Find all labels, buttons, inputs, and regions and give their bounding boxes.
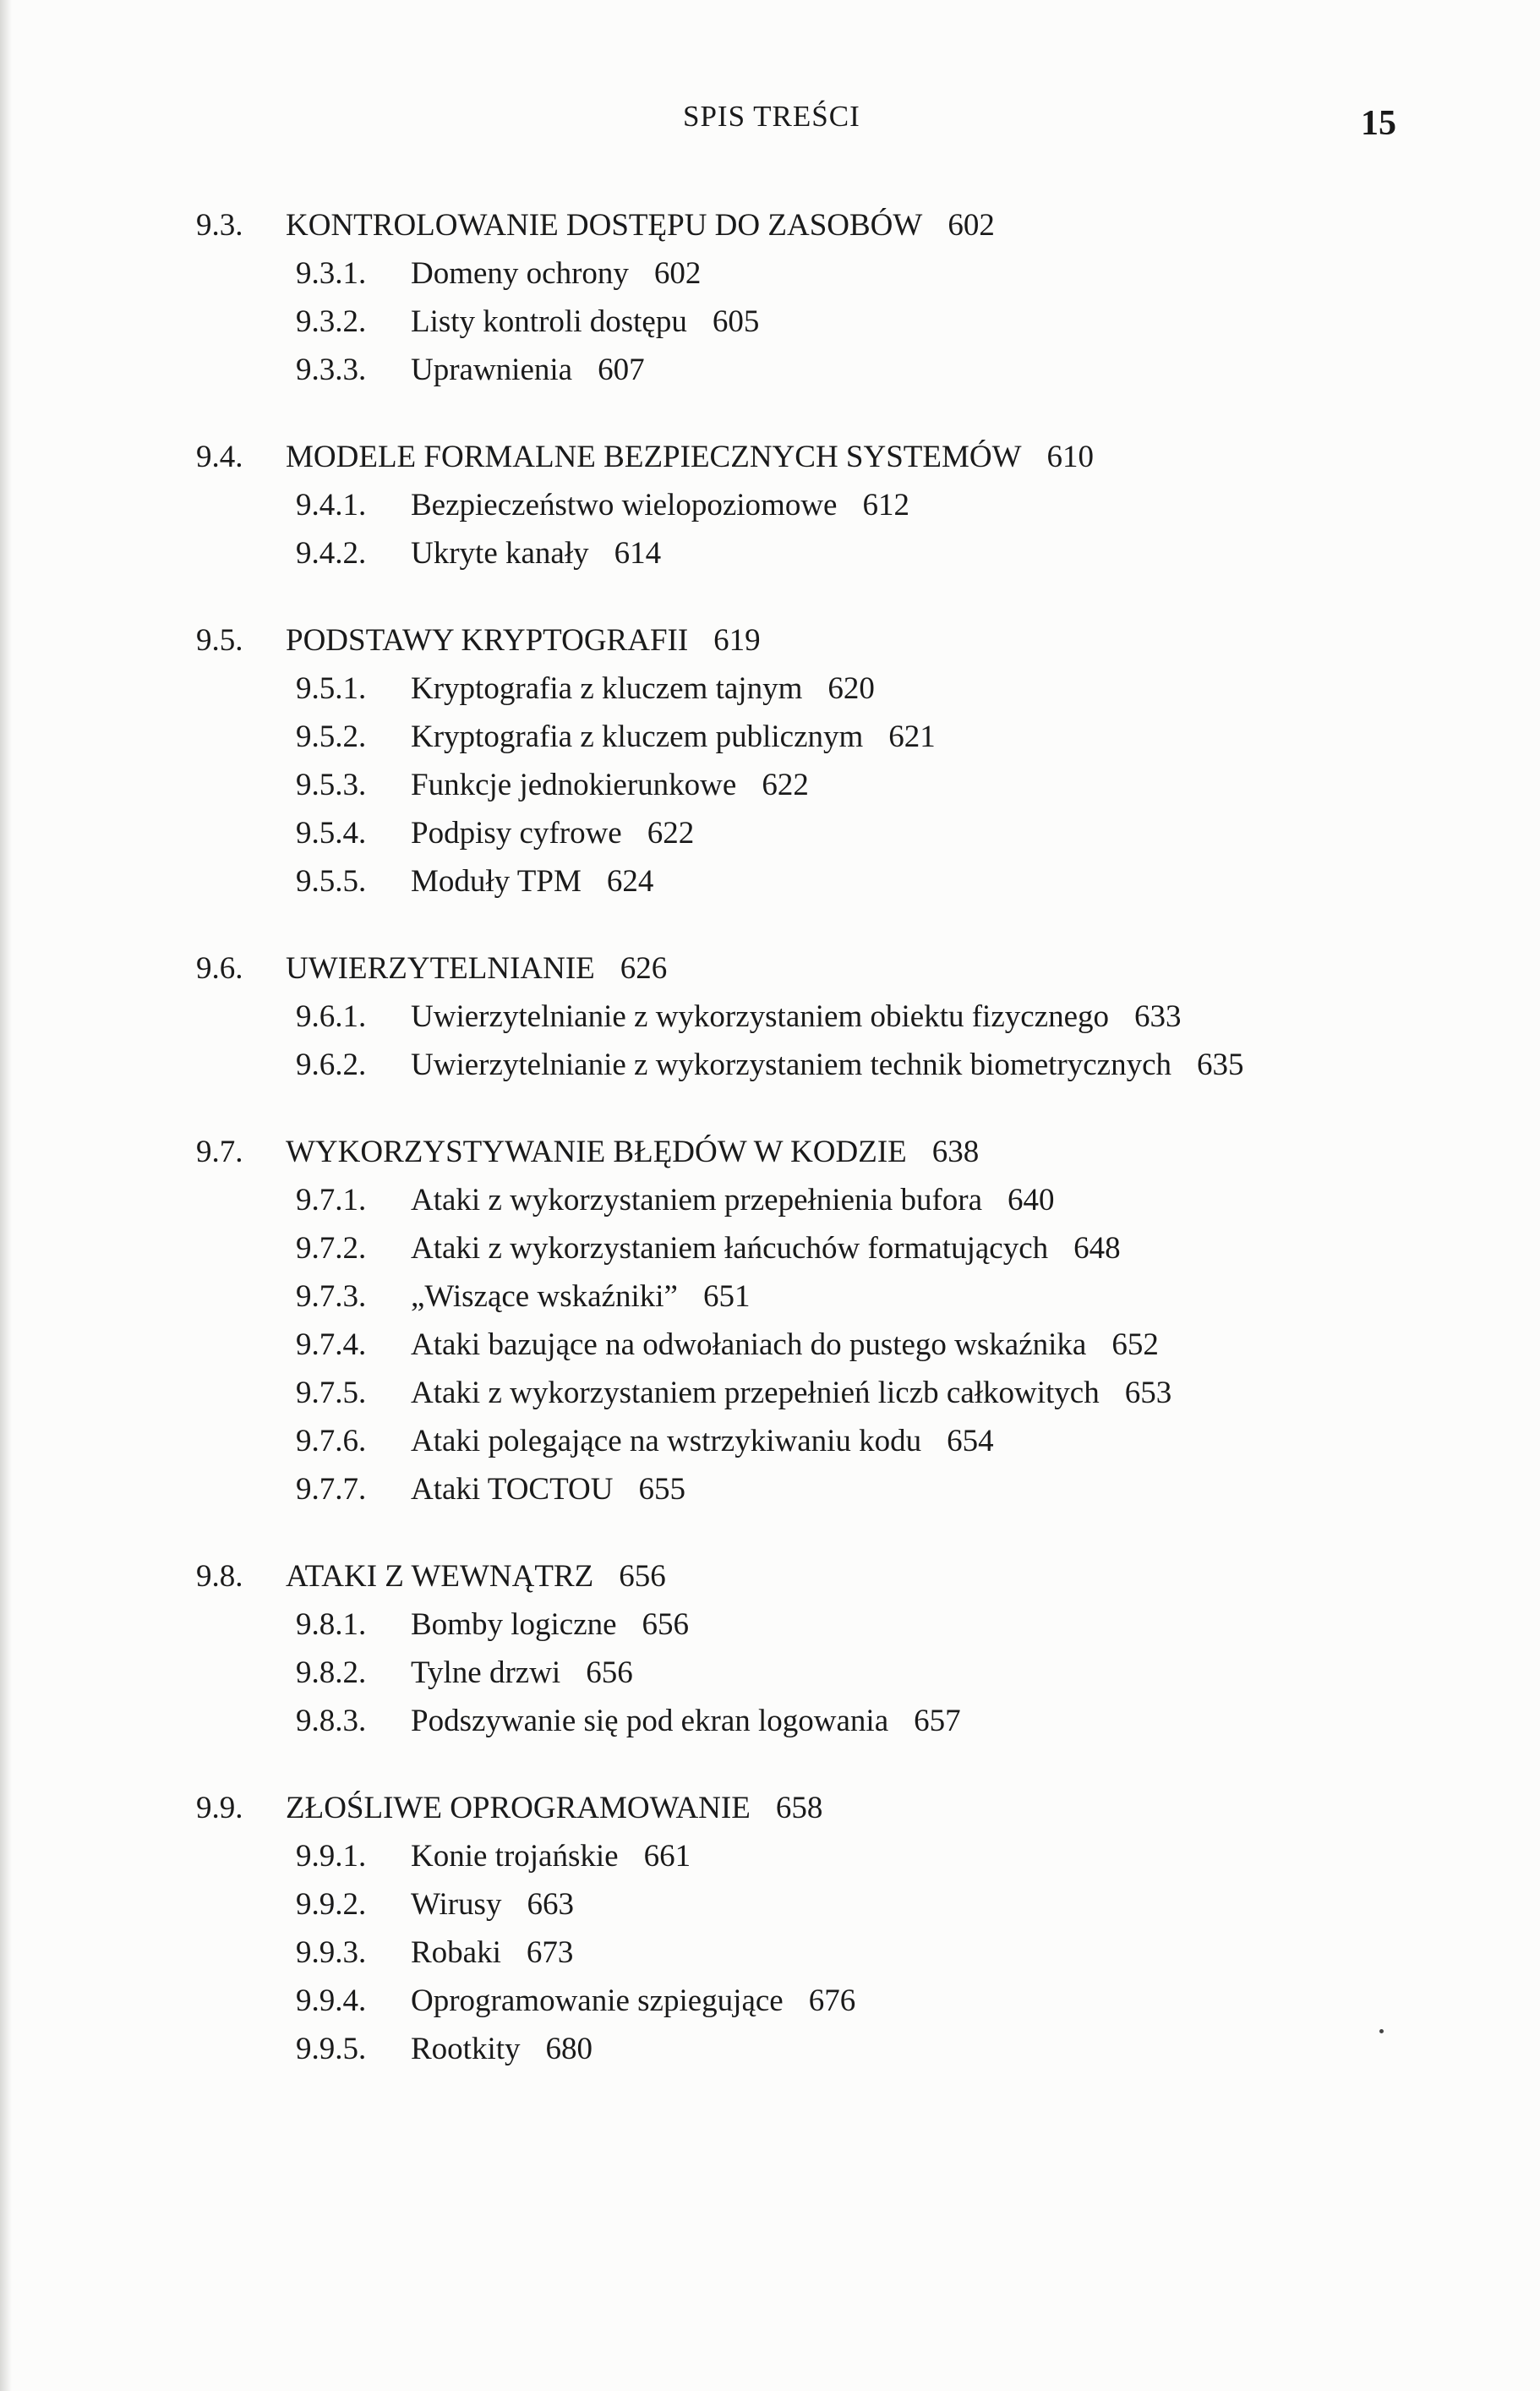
toc-section: [0, 944, 1540, 1089]
section-heading: [286, 433, 1094, 481]
subsection-heading: [411, 529, 661, 577]
section-number: 9.9.: [196, 1791, 243, 1825]
subsection-title: Moduły TPM: [411, 864, 582, 899]
subsection-number: 9.3.3.: [296, 353, 367, 387]
subsection-number: 9.5.3.: [296, 768, 367, 802]
subsection-number: 9.7.7.: [296, 1472, 367, 1507]
subsection-page-number: 620: [827, 671, 875, 706]
subsection-page-number: 656: [642, 1607, 690, 1642]
toc-subsection-entry: [0, 1880, 1540, 1929]
subsection-page-number: 624: [606, 864, 654, 899]
subsection-heading: [411, 1321, 1159, 1369]
toc-subsection-entry: [0, 1832, 1540, 1880]
toc-section: [0, 1784, 1540, 2073]
subsection-title: Rootkity: [411, 2032, 521, 2066]
section-heading: [286, 1552, 666, 1600]
subsection-heading: [411, 809, 694, 857]
subsection-heading: [411, 1417, 994, 1465]
subsection-page-number: 656: [586, 1655, 633, 1690]
section-title: MODELE FORMALNE BEZPIECZNYCH SYSTEMÓW: [286, 440, 1022, 474]
toc-section: [0, 616, 1540, 906]
toc-subsection-entry: [0, 346, 1540, 394]
section-page-number: 626: [620, 951, 668, 986]
toc-subsection-entry: [0, 249, 1540, 298]
subsection-heading: [411, 249, 701, 298]
section-title: ATAKI Z WEWNĄTRZ: [286, 1559, 594, 1594]
toc-subsection-entry: [0, 993, 1540, 1041]
subsection-page-number: 663: [527, 1887, 574, 1922]
subsection-page-number: 652: [1111, 1327, 1159, 1362]
section-title: UWIERZYTELNIANIE: [286, 951, 595, 986]
subsection-page-number: 622: [647, 816, 695, 851]
subsection-number: 9.9.3.: [296, 1935, 367, 1970]
subsection-number: 9.9.1.: [296, 1839, 367, 1874]
subsection-heading: [411, 1041, 1244, 1089]
subsection-heading: [411, 1649, 633, 1697]
subsection-heading: [411, 713, 936, 761]
toc-subsection-entry: [0, 481, 1540, 529]
subsection-page-number: 612: [862, 488, 909, 523]
subsection-number: 9.6.1.: [296, 999, 367, 1034]
toc-subsection-entry: [0, 1417, 1540, 1465]
subsection-heading: [411, 993, 1182, 1041]
subsection-title: Podpisy cyfrowe: [411, 816, 622, 851]
section-page-number: 658: [775, 1791, 823, 1825]
toc-subsection-entry: [0, 1697, 1540, 1745]
subsection-number: 9.7.3.: [296, 1279, 367, 1314]
toc-subsection-entry: [0, 1600, 1540, 1649]
subsection-title: Ataki polegające na wstrzykiwaniu kodu: [411, 1424, 922, 1458]
toc-subsection-entry: [0, 1465, 1540, 1513]
page-number: 15: [1361, 104, 1396, 143]
toc-section-entry: [0, 433, 1540, 481]
subsection-heading: [411, 481, 909, 529]
section-title: ZŁOŚLIWE OPROGRAMOWANIE: [286, 1791, 751, 1825]
subsection-title: Bomby logiczne: [411, 1607, 617, 1642]
section-heading: [286, 616, 761, 665]
section-number: 9.7.: [196, 1135, 243, 1169]
toc-subsection-entry: [0, 2025, 1540, 2073]
subsection-number: 9.5.5.: [296, 864, 367, 899]
subsection-title: Uwierzytelnianie z wykorzystaniem obiektu fizycznego: [411, 999, 1110, 1034]
subsection-heading: [411, 2025, 593, 2073]
toc-section-entry: [0, 1784, 1540, 1832]
section-heading: [286, 1128, 979, 1176]
subsection-number: 9.3.2.: [296, 304, 367, 339]
subsection-title: Tylne drzwi: [411, 1655, 561, 1690]
section-title: WYKORZYSTYWANIE BŁĘDÓW W KODZIE: [286, 1135, 907, 1169]
subsection-number: 9.6.2.: [296, 1048, 367, 1082]
subsection-number: 9.8.2.: [296, 1655, 367, 1690]
subsection-title: Uwierzytelnianie z wykorzystaniem technik biometrycznych: [411, 1048, 1171, 1082]
subsection-page-number: 654: [947, 1424, 994, 1458]
toc-section: [0, 1128, 1540, 1513]
subsection-page-number: 680: [545, 2032, 593, 2066]
section-heading: [286, 201, 995, 249]
toc-subsection-entry: [0, 1321, 1540, 1369]
toc-subsection-entry: [0, 761, 1540, 809]
subsection-number: 9.7.1.: [296, 1183, 367, 1217]
subsection-page-number: 673: [526, 1935, 574, 1970]
section-heading: [286, 944, 667, 993]
running-head: [0, 100, 1540, 150]
subsection-number: 9.8.1.: [296, 1607, 367, 1642]
subsection-page-number: 648: [1073, 1231, 1121, 1266]
subsection-number: 9.9.5.: [296, 2032, 367, 2066]
subsection-heading: [411, 1224, 1121, 1272]
toc-section: [0, 201, 1540, 394]
subsection-title: Ukryte kanały: [411, 536, 589, 571]
subsection-heading: [411, 1880, 574, 1929]
section-number: 9.8.: [196, 1559, 243, 1594]
toc-section: [0, 1552, 1540, 1745]
subsection-page-number: 676: [808, 1983, 856, 2018]
subsection-heading: [411, 761, 809, 809]
toc-subsection-entry: [0, 1929, 1540, 1977]
subsection-number: 9.3.1.: [296, 256, 367, 291]
subsection-page-number: 653: [1124, 1376, 1172, 1410]
toc-subsection-entry: [0, 1649, 1540, 1697]
subsection-page-number: 607: [598, 353, 645, 387]
toc-subsection-entry: [0, 713, 1540, 761]
subsection-number: 9.7.2.: [296, 1231, 367, 1266]
subsection-title: Konie trojańskie: [411, 1839, 619, 1874]
section-number: 9.4.: [196, 440, 243, 474]
subsection-number: 9.5.4.: [296, 816, 367, 851]
subsection-page-number: 602: [653, 256, 702, 291]
subsection-number: 9.7.6.: [296, 1424, 367, 1458]
toc-subsection-entry: [0, 1224, 1540, 1272]
subsection-title: Ataki bazujące na odwołaniach do pustego wskaźnika: [411, 1327, 1087, 1362]
subsection-heading: [411, 1977, 855, 2025]
toc-subsection-entry: [0, 529, 1540, 577]
subsection-heading: [411, 1697, 961, 1745]
toc-section-entry: [0, 1128, 1540, 1176]
subsection-page-number: 605: [712, 304, 760, 339]
subsection-title: Oprogramowanie szpiegujące: [411, 1983, 784, 2018]
toc-subsection-entry: [0, 857, 1540, 906]
subsection-heading: [411, 1176, 1055, 1224]
subsection-number: 9.4.1.: [296, 488, 367, 523]
subsection-page-number: 635: [1197, 1048, 1244, 1082]
section-number: 9.3.: [196, 208, 243, 243]
subsection-number: 9.5.2.: [296, 719, 367, 754]
subsection-title: Wirusy: [411, 1887, 502, 1922]
scan-speck: [1379, 2029, 1384, 2033]
toc-section-entry: [0, 616, 1540, 665]
subsection-title: Funkcje jednokierunkowe: [411, 768, 737, 802]
subsection-title: Ataki z wykorzystaniem przepełnień liczb całkowitych: [411, 1376, 1100, 1410]
toc-subsection-entry: [0, 809, 1540, 857]
subsection-number: 9.9.4.: [296, 1983, 367, 2018]
subsection-title: Kryptografia z kluczem publicznym: [411, 719, 864, 754]
subsection-page-number: 651: [702, 1279, 751, 1314]
subsection-number: 9.9.2.: [296, 1887, 367, 1922]
section-title: KONTROLOWANIE DOSTĘPU DO ZASOBÓW: [286, 208, 923, 243]
subsection-number: 9.7.5.: [296, 1376, 367, 1410]
section-page-number: 638: [931, 1135, 980, 1169]
toc-section-entry: [0, 944, 1540, 993]
subsection-heading: [411, 1465, 685, 1513]
subsection-heading: [411, 1832, 691, 1880]
subsection-heading: [411, 1929, 573, 1977]
subsection-page-number: 622: [762, 768, 809, 802]
subsection-page-number: 614: [614, 536, 662, 571]
section-page-number: 610: [1046, 440, 1095, 474]
subsection-title: „Wiszące wskaźniki”: [411, 1279, 678, 1314]
subsection-title: Podszywanie się pod ekran logowania: [411, 1704, 889, 1738]
subsection-page-number: 640: [1008, 1183, 1055, 1217]
subsection-heading: [411, 1369, 1171, 1417]
subsection-page-number: 633: [1134, 999, 1182, 1034]
subsection-title: Domeny ochrony: [411, 256, 629, 291]
subsection-title: Ataki TOCTOU: [411, 1472, 614, 1507]
section-page-number: 602: [947, 208, 995, 243]
subsection-number: 9.5.1.: [296, 671, 367, 706]
toc-section-entry: [0, 201, 1540, 249]
section-number: 9.6.: [196, 951, 243, 986]
subsection-page-number: 661: [643, 1839, 691, 1874]
section-heading: [286, 1784, 822, 1832]
subsection-title: Ataki z wykorzystaniem przepełnienia bufora: [411, 1183, 983, 1217]
subsection-heading: [411, 665, 875, 713]
section-title: PODSTAWY KRYPTOGRAFII: [286, 623, 689, 658]
subsection-title: Listy kontroli dostępu: [411, 304, 687, 339]
subsection-heading: [411, 298, 759, 346]
toc-subsection-entry: [0, 298, 1540, 346]
subsection-number: 9.7.4.: [296, 1327, 367, 1362]
subsection-title: Robaki: [411, 1935, 501, 1970]
section-number: 9.5.: [196, 623, 243, 658]
subsection-page-number: 655: [638, 1472, 685, 1507]
section-page-number: 656: [619, 1559, 666, 1594]
toc-section-entry: [0, 1552, 1540, 1600]
section-page-number: 619: [713, 623, 761, 658]
toc-subsection-entry: [0, 1369, 1540, 1417]
subsection-heading: [411, 857, 653, 906]
toc-subsection-entry: [0, 1176, 1540, 1224]
running-title: SPIS TREŚCI: [683, 100, 860, 133]
subsection-page-number: 621: [888, 719, 936, 754]
subsection-heading: [411, 1600, 689, 1649]
subsection-title: Ataki z wykorzystaniem łańcuchów formatujących: [411, 1231, 1049, 1266]
subsection-number: 9.8.3.: [296, 1704, 367, 1738]
subsection-number: 9.4.2.: [296, 536, 367, 571]
subsection-title: Bezpieczeństwo wielopoziomowe: [411, 488, 838, 523]
toc-subsection-entry: [0, 1272, 1540, 1321]
table-of-contents: [0, 201, 1540, 2112]
subsection-heading: [411, 1272, 750, 1321]
subsection-title: Uprawnienia: [411, 353, 573, 387]
subsection-title: Kryptografia z kluczem tajnym: [411, 671, 803, 706]
toc-subsection-entry: [0, 665, 1540, 713]
toc-subsection-entry: [0, 1977, 1540, 2025]
toc-section: [0, 433, 1540, 577]
subsection-heading: [411, 346, 645, 394]
subsection-page-number: 657: [914, 1704, 961, 1738]
toc-subsection-entry: [0, 1041, 1540, 1089]
